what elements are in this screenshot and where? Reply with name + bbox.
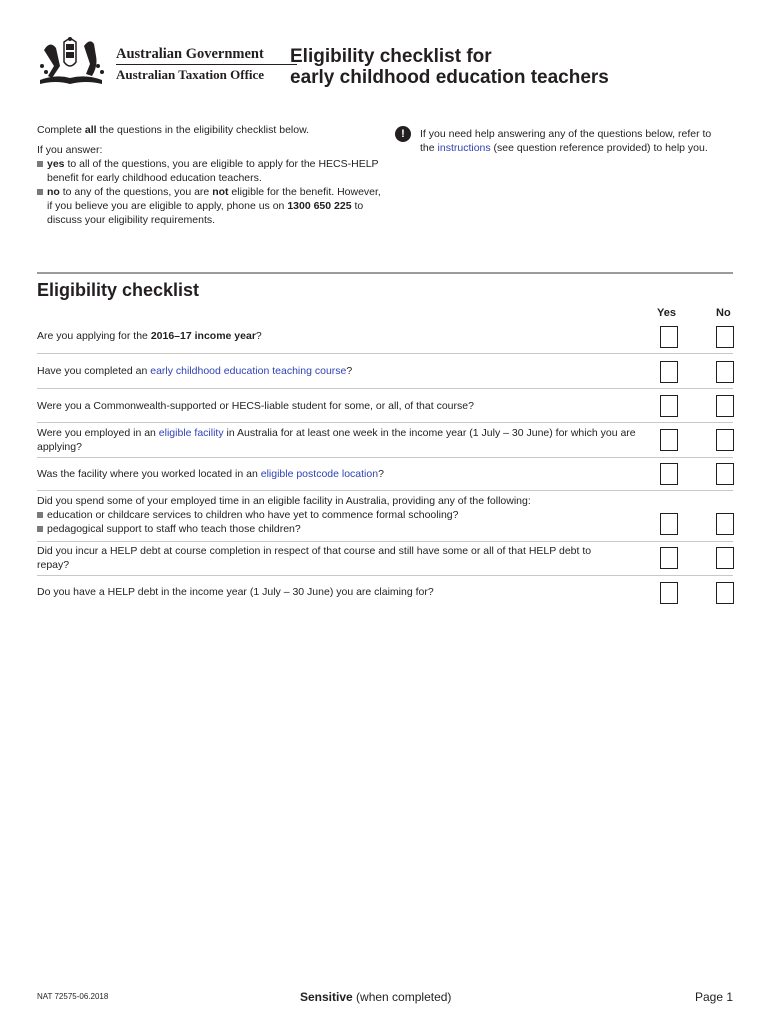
column-header-no: No [716,307,731,319]
question-text: ? [346,365,353,377]
square-bullet-icon [37,161,43,167]
ato-logo [36,36,266,88]
question-5 [37,467,637,481]
row-divider [37,353,733,354]
row-divider [37,388,733,389]
option-text: pedagogical support to staff who teach those children? [47,523,301,535]
teaching-course-link[interactable]: early childhood education teaching course [150,365,347,377]
q3-yes-checkbox[interactable] [660,395,678,417]
question-text: ? [378,468,384,480]
row-divider [37,575,733,576]
square-bullet-icon [37,512,43,518]
yes-emphasis: yes [47,158,65,170]
column-header-yes: Yes [657,307,676,319]
question-4 [37,426,637,454]
sensitive-emphasis: Sensitive [300,990,353,1004]
sensitivity-label [300,990,451,1004]
q3-no-checkbox[interactable] [716,395,734,417]
question-text: ? [255,330,262,342]
instructions-link[interactable]: instructions [437,142,491,154]
ato-name: Australian Taxation Office [116,67,265,82]
sensitive-note: (when completed) [352,990,452,1004]
row-divider [37,541,733,542]
q1-no-checkbox[interactable] [716,326,734,348]
form-title-line1: Eligibility checklist for [290,46,492,67]
question-3: Were you a Commonwealth-supported or HECS-liable student for some, or all, of that course? [37,400,474,412]
income-year-emphasis: 2016–17 income year [150,330,256,342]
q7-yes-checkbox[interactable] [660,547,678,569]
answer-list [37,157,382,227]
question-2 [37,364,637,378]
q4-yes-checkbox[interactable] [660,429,678,451]
answer-yes-item [37,157,382,185]
intro-emphasis: all [84,124,97,136]
row-divider [37,422,733,423]
intro-text: the questions in the eligibility checklist below. [96,124,309,136]
phone-number: 1300 650 225 [287,200,352,212]
no-text: to any of the questions, you are [59,186,213,198]
question-6 [37,494,637,536]
page-number: Page 1 [695,990,734,1004]
q4-no-checkbox[interactable] [716,429,734,451]
option-text: education or childcare services to children who have yet to commence formal schooling? [47,509,459,521]
section-divider [37,272,733,274]
intro-paragraph [37,123,382,137]
info-exclamation-icon: ! [395,126,411,142]
square-bullet-icon [37,526,43,532]
q8-no-checkbox[interactable] [716,582,734,604]
question-text: Have you completed an [37,365,151,377]
no-emphasis: no [47,186,60,198]
no-text: eligible for the benefit. However, if you believe you are eligible to apply, phone us on [47,186,381,212]
row-divider [37,490,733,491]
q6-no-checkbox[interactable] [716,513,734,535]
q6-yes-checkbox[interactable] [660,513,678,535]
logo-divider [116,64,297,65]
form-number: NAT 72575-06.2018 [37,992,109,1001]
question-8: Do you have a HELP debt in the income year (1 July – 30 June) you are claiming for? [37,586,434,598]
question-text: Was the facility where you worked located in an [37,468,261,480]
info-text-post: (see question reference provided) to help you. [490,142,708,154]
square-bullet-icon [37,189,43,195]
question-6-options [37,508,637,536]
eligible-postcode-link[interactable]: eligible postcode location [260,468,379,480]
question-7: Did you incur a HELP debt at course completion in respect of that course and still have some or all of that HELP debt to repay? [37,545,592,571]
info-text [420,127,725,155]
q1-yes-checkbox[interactable] [660,326,678,348]
not-emphasis: not [212,186,229,198]
question-1 [37,329,637,343]
question-6-option [37,522,637,536]
q5-yes-checkbox[interactable] [660,463,678,485]
row-divider [37,457,733,458]
checklist-title: Eligibility checklist [37,280,200,300]
if-answer-label: If you answer: [37,144,103,156]
answer-no-item [37,185,382,227]
eligible-facility-link[interactable]: eligible facility [158,427,224,439]
no-text: to discuss your eligibility requirements. [47,200,364,226]
yes-text: to all of the questions, you are eligible to apply for the HECS-HELP benefit for early childhood education teachers. [47,158,379,184]
q5-no-checkbox[interactable] [716,463,734,485]
q2-yes-checkbox[interactable] [660,361,678,383]
info-text-pre: If you need help answering any of the questions below, refer to the [420,128,712,154]
intro-instructions [37,123,382,227]
form-title-line2: early childhood education teachers [290,67,609,88]
question-6-option [37,508,637,522]
q8-yes-checkbox[interactable] [660,582,678,604]
intro-text: Complete [37,124,85,136]
coat-of-arms-icon [36,36,108,88]
question-text: Did you spend some of your employed time in an eligible facility in Australia, providing any of the following: [37,495,531,507]
question-text: in Australia for at least one week in the income year (1 July – 30 June) for which you are applying? [37,427,636,453]
question-text: Were you employed in an [37,427,159,439]
q2-no-checkbox[interactable] [716,361,734,383]
q7-no-checkbox[interactable] [716,547,734,569]
gov-name: Australian Government [116,46,264,62]
question-text: Are you applying for the [37,330,151,342]
form-title [290,46,609,88]
